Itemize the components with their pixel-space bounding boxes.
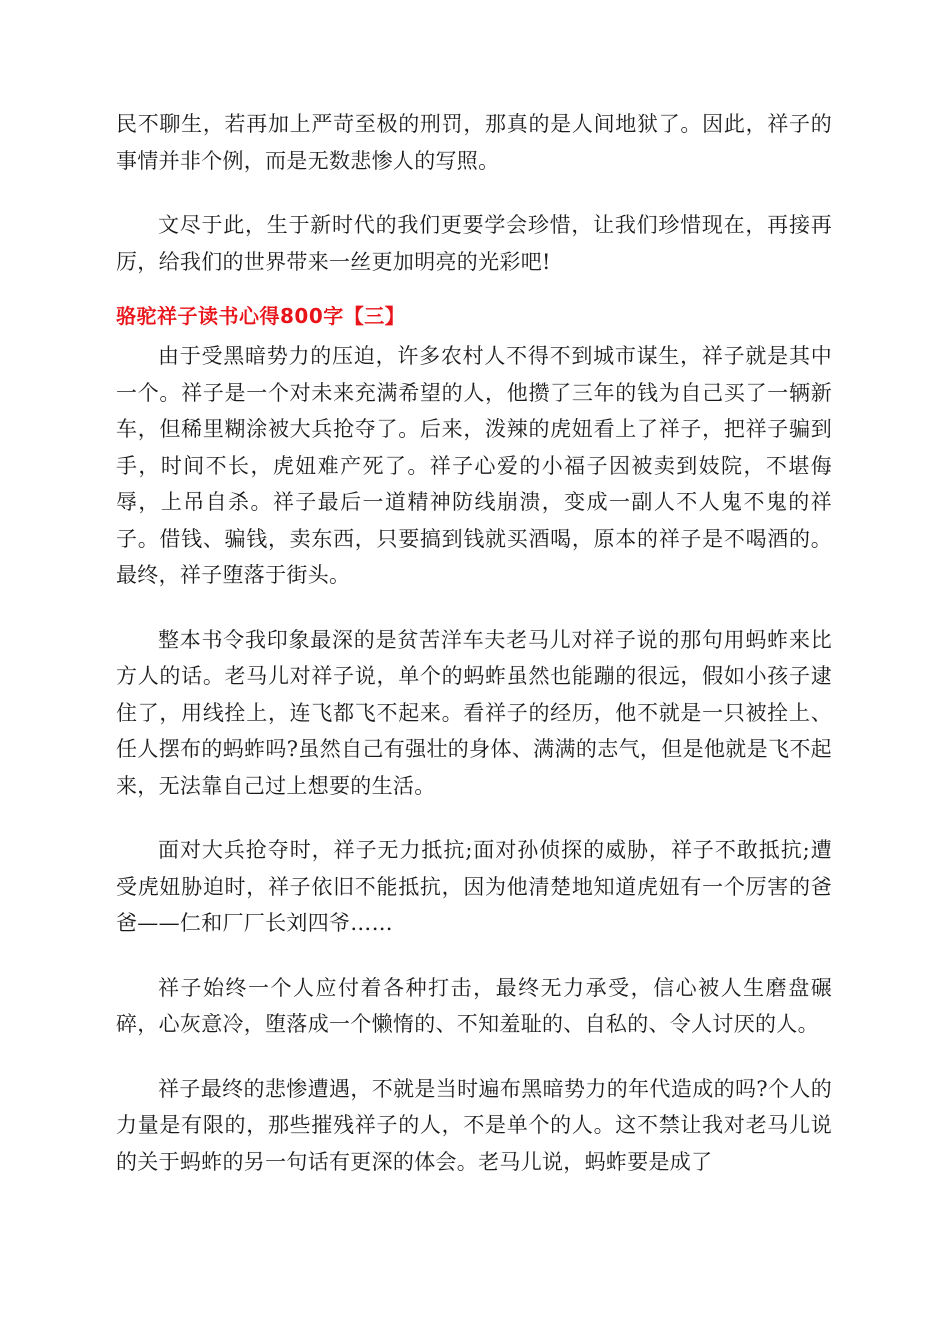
paragraph: 祥子始终一个人应付着各种打击，最终无力承受，信心被人生磨盘碾碎，心灰意冷，堕落成一个懒惰的、不知羞耻的、自私的、令人讨厌的人。 [116, 975, 832, 1036]
paragraph: 祥子最终的悲惨遭遇，不就是当时遍布黑暗势力的年代造成的吗?个人的力量是有限的，那些摧残祥子的人，不是单个的人。这不禁让我对老马儿说的关于蚂蚱的另一句话有更深的体会。老马儿说，蚂蚱要是成了 [116, 1076, 832, 1174]
document-body [116, 106, 832, 1180]
section-heading: 骆驼祥子读书心得800字【三】 [116, 304, 406, 328]
paragraph-continued: 民不聊生，若再加上严苛至极的刑罚，那真的是人间地狱了。因此，祥子的事情并非个例，而是无数悲惨人的写照。 [116, 112, 832, 173]
paragraph: 由于受黑暗势力的压迫，许多农村人不得不到城市谋生，祥子就是其中一个。祥子是一个对未来充满希望的人，他攒了三年的钱为自己买了一辆新车，但稀里糊涂被大兵抢夺了。后来，泼辣的虎妞看上了祥子，把祥子骗到手，时间不长，虎妞难产死了。祥子心爱的小福子因被卖到妓院，不堪侮辱，上吊自杀。祥子最后一道精神防线崩溃，变成一副人不人鬼不鬼的祥子。借钱、骗钱，卖东西，只要搞到钱就买酒喝，原本的祥子是不喝酒的。最终，祥子堕落于街头。 [116, 344, 832, 587]
paragraph-conclusion: 文尽于此，生于新时代的我们更要学会珍惜，让我们珍惜现在，再接再厉，给我们的世界带来一丝更加明亮的光彩吧! [116, 213, 832, 274]
paragraph: 面对大兵抢夺时，祥子无力抵抗;面对孙侦探的威胁，祥子不敢抵抗;遭受虎妞胁迫时，祥子依旧不能抵抗，因为他清楚地知道虎妞有一个厉害的爸爸——仁和厂厂长刘四爷…… [116, 838, 832, 935]
paragraph: 整本书令我印象最深的是贫苦洋车夫老马儿对祥子说的那句用蚂蚱来比方人的话。老马儿对祥子说，单个的蚂蚱虽然也能蹦的很远，假如小孩子逮住了，用线拴上，连飞都飞不起来。看祥子的经历，他不就是一只被拴上、任人摆布的蚂蚱吗?虽然自己有强壮的身体、满满的志气，但是他就是飞不起来，无法靠自己过上想要的生活。 [116, 627, 832, 798]
